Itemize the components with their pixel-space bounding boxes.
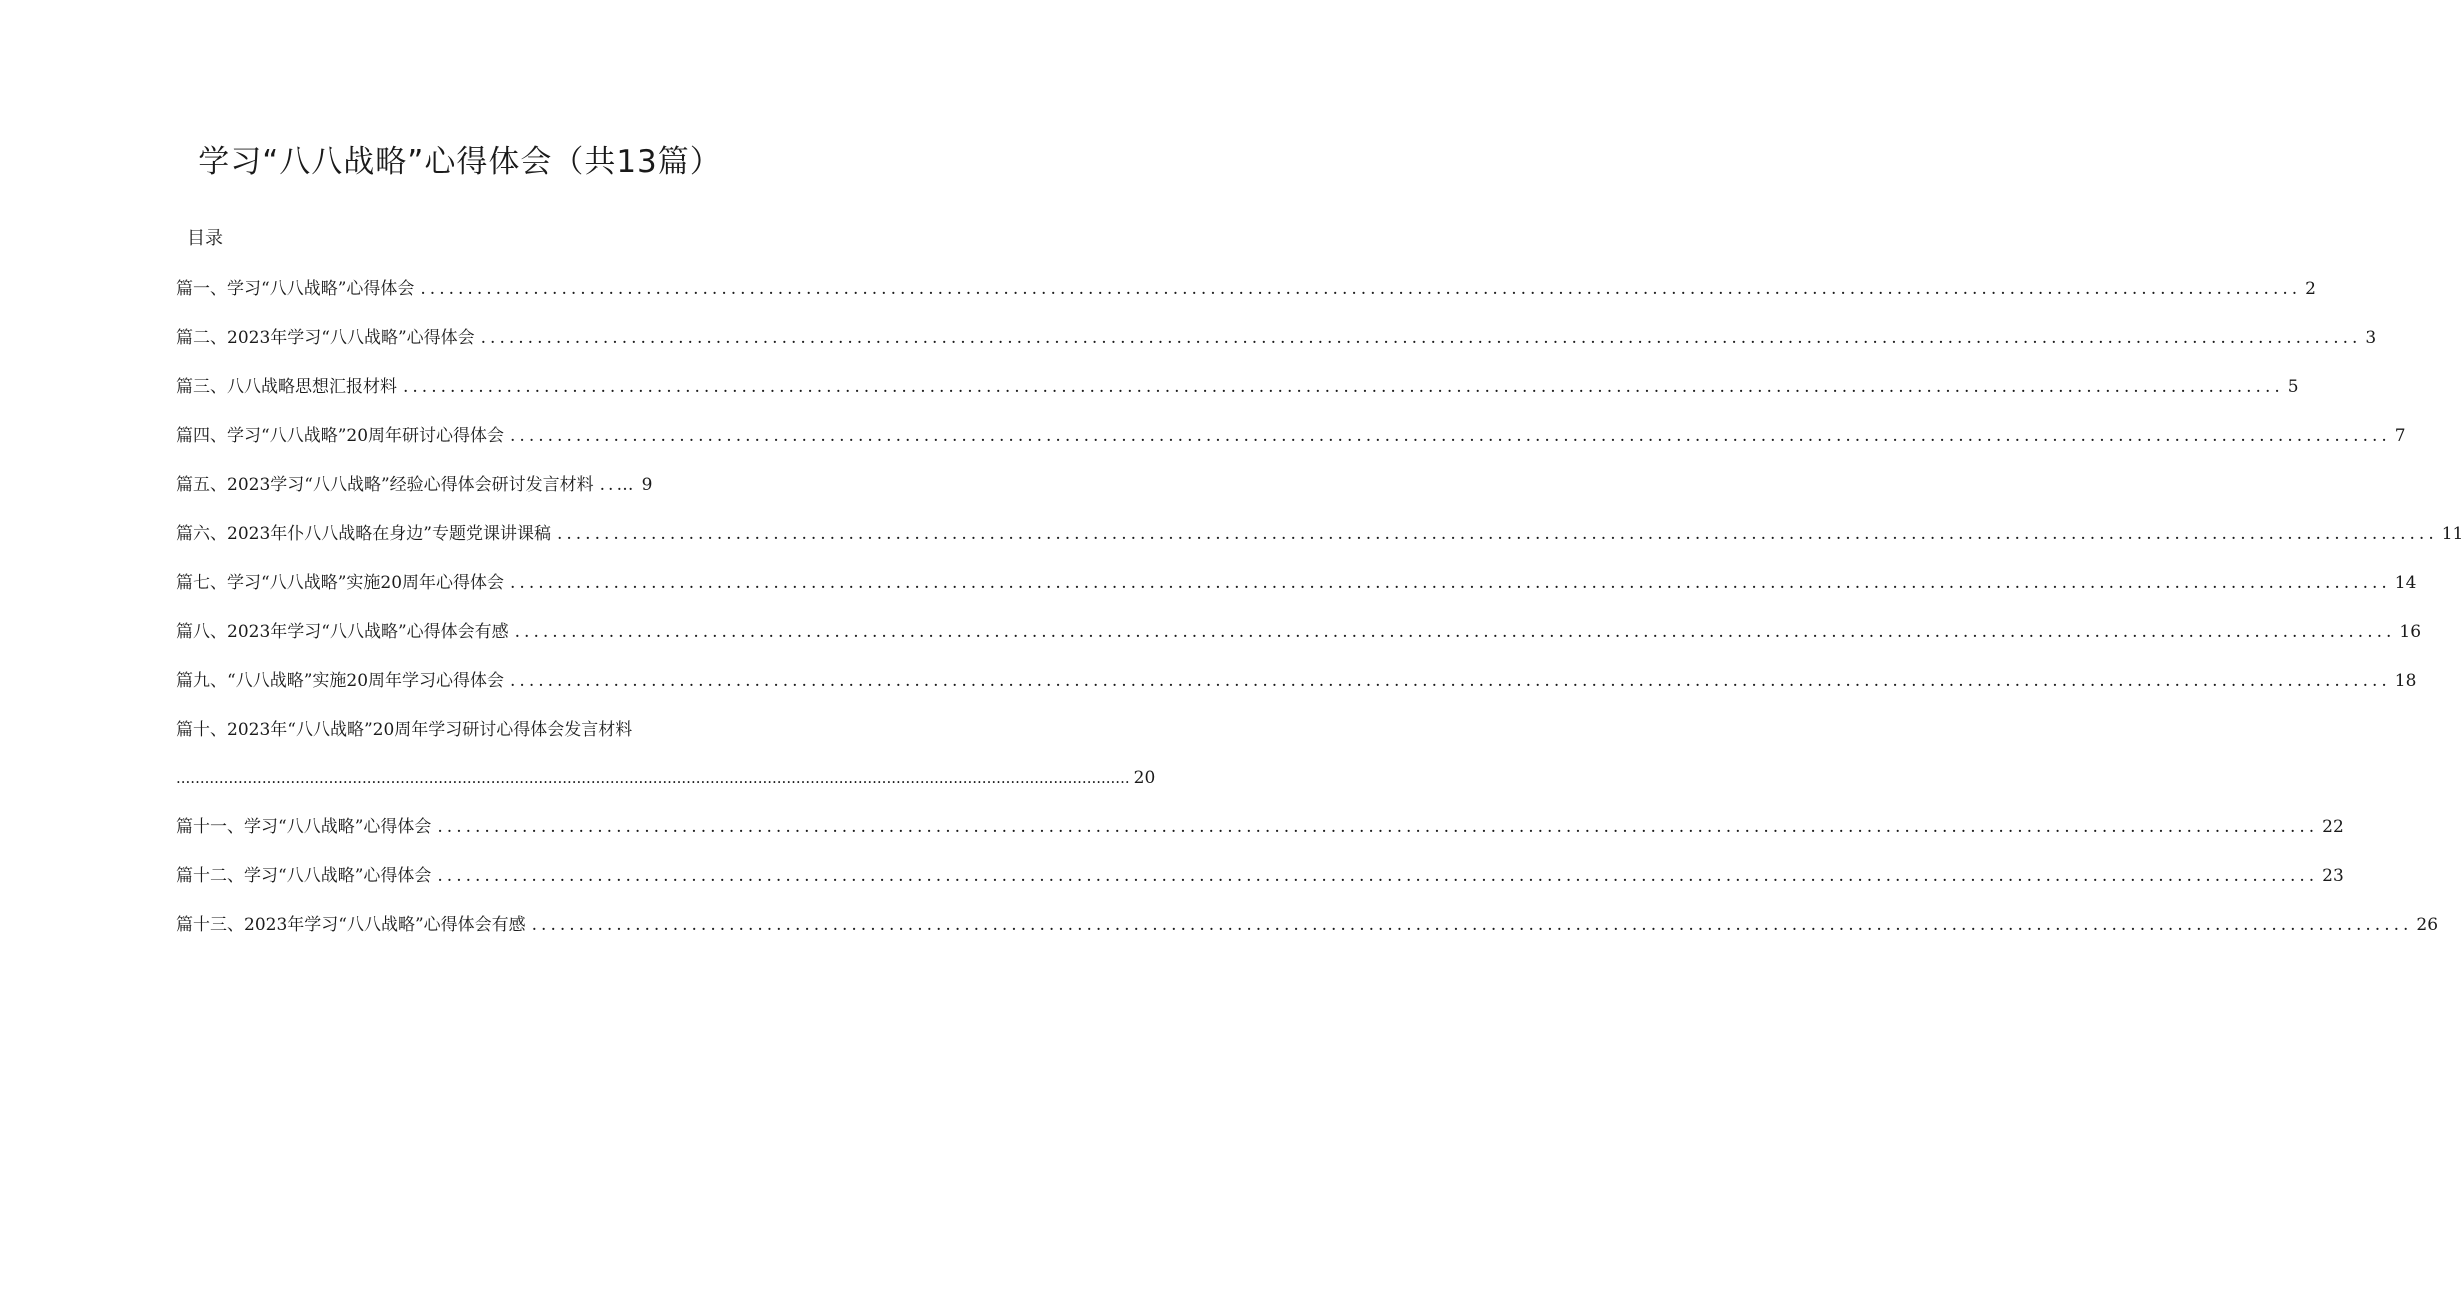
toc-page-number: 7 xyxy=(2394,426,2406,446)
toc-leader-dots: ........................................................................................................................................................................................................ xyxy=(510,426,2391,446)
toc-entry-4[interactable] xyxy=(176,423,2406,472)
toc-page-number: 5 xyxy=(2287,377,2299,397)
toc-entry-title: 篇三、八八战略思想汇报材料 xyxy=(176,377,397,397)
toc-entry-5[interactable] xyxy=(176,472,774,521)
toc-entry-title: 篇六、2023年仆八八战略在身边”专题党课讲课稿 xyxy=(176,524,551,544)
toc-leader-dots: ........................................................................................................................................................................................................ xyxy=(176,769,1130,787)
toc-leader-dots: ........................................................................................................................................................................................................ xyxy=(556,524,2438,544)
toc-entry-8[interactable] xyxy=(176,619,2422,668)
toc-entry-title: 篇二、2023年学习“八八战略”心得体会 xyxy=(176,328,475,348)
toc-page-number: 26 xyxy=(2416,915,2439,935)
table-of-contents xyxy=(176,276,2463,961)
toc-leader-dots: ..… xyxy=(599,475,637,495)
toc-heading: 目录 xyxy=(187,228,223,249)
toc-entry-2[interactable] xyxy=(176,325,2377,374)
toc-leader-dots: ........................................................................................................................................................................................................ xyxy=(403,377,2284,397)
toc-entry-12[interactable] xyxy=(176,863,2344,912)
toc-entry-10-continuation[interactable] xyxy=(176,765,1156,814)
document-title: 学习“八八战略”心得体会（共13篇） xyxy=(198,144,722,180)
toc-leader-dots: ........................................................................................................................................................................................................ xyxy=(480,328,2362,348)
toc-leader-dots: ........................................................................................................................................................................................................ xyxy=(437,817,2319,837)
toc-entry-title: 篇十、2023年“八八战略”20周年学习研讨心得体会发言材料 xyxy=(176,720,633,740)
toc-leader-dots: ........................................................................................................................................................................................................ xyxy=(510,573,2391,593)
toc-entry-1[interactable] xyxy=(176,276,2316,325)
toc-leader-dots: ........................................................................................................................................................................................................ xyxy=(514,622,2396,642)
toc-page-number: 16 xyxy=(2399,622,2422,642)
toc-entry-title: 篇十三、2023年学习“八八战略”心得体会有感 xyxy=(176,915,526,935)
toc-entry-10[interactable] xyxy=(176,717,774,765)
toc-page-number: 9 xyxy=(641,475,653,495)
toc-entry-7[interactable] xyxy=(176,570,2417,619)
toc-page-number: 20 xyxy=(1133,768,1156,788)
toc-entry-title: 篇七、学习“八八战略”实施20周年心得体会 xyxy=(176,573,505,593)
toc-page-number: 22 xyxy=(2322,817,2344,837)
toc-entry-3[interactable] xyxy=(176,374,2299,423)
toc-entry-title: 篇十一、学习“八八战略”心得体会 xyxy=(176,817,432,837)
toc-entry-title: 篇八、2023年学习“八八战略”心得体会有感 xyxy=(176,622,509,642)
toc-entry-9[interactable] xyxy=(176,668,2417,717)
toc-entry-title: 篇四、学习“八八战略”20周年研讨心得体会 xyxy=(176,426,505,446)
toc-page-number: 14 xyxy=(2394,573,2417,593)
toc-page-number: 18 xyxy=(2394,671,2417,691)
toc-leader-dots: ........................................................................................................................................................................................................ xyxy=(531,915,2413,935)
toc-leader-dots: ........................................................................................................................................................................................................ xyxy=(420,279,2302,299)
toc-entry-title: 篇九、“八八战略”实施20周年学习心得体会 xyxy=(176,671,505,691)
toc-leader-dots: ........................................................................................................................................................................................................ xyxy=(437,866,2319,886)
toc-entry-6[interactable] xyxy=(176,521,2463,570)
toc-page-number: 11 xyxy=(2441,524,2463,544)
toc-page-number: 3 xyxy=(2365,328,2377,348)
toc-entry-11[interactable] xyxy=(176,814,2344,863)
toc-leader-dots: ........................................................................................................................................................................................................ xyxy=(510,671,2391,691)
toc-entry-13[interactable] xyxy=(176,912,2439,961)
toc-entry-title: 篇五、2023学习“八八战略”经验心得体会研讨发言材料 xyxy=(176,475,594,495)
toc-page-number: 23 xyxy=(2322,866,2344,886)
toc-entry-title: 篇一、学习“八八战略”心得体会 xyxy=(176,279,415,299)
toc-page-number: 2 xyxy=(2305,279,2316,299)
toc-entry-title: 篇十二、学习“八八战略”心得体会 xyxy=(176,866,432,886)
